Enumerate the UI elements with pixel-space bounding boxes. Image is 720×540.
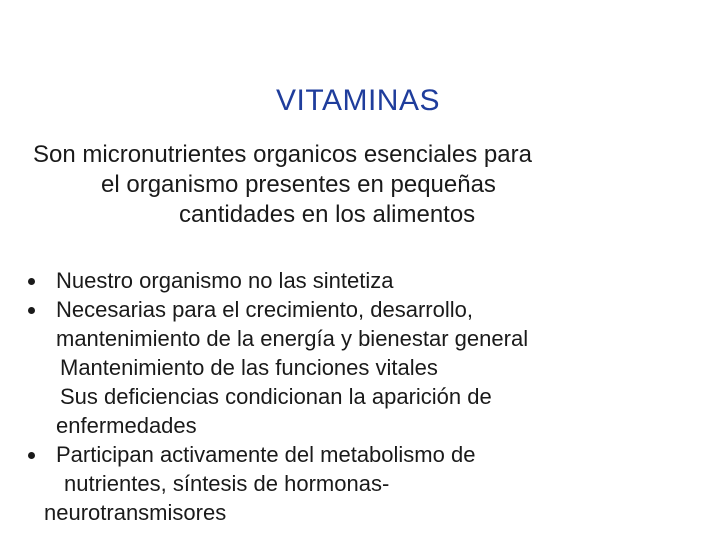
bullet-item-text: Nuestro organismo no las sintetiza: [56, 268, 394, 293]
bullet-item-text: Necesarias para el crecimiento, desarrollo,: [56, 297, 473, 322]
bullet-item-text: Participan activamente del metabolismo de: [56, 442, 476, 467]
definition-line: Son micronutrientes organicos esenciales para: [33, 141, 532, 168]
slide-title-text: VITAMINAS: [276, 84, 440, 117]
bullet-dot: [28, 452, 35, 459]
bullet-item-text: nutrientes, síntesis de hormonas-: [64, 471, 390, 496]
definition-line: el organismo presentes en pequeñas: [101, 171, 496, 198]
bullet-item-text: Mantenimiento de las funciones vitales: [60, 355, 438, 380]
bullet-dot: [28, 307, 35, 314]
bullet-dot: [28, 278, 35, 285]
slide-title: [0, 84, 720, 118]
bullet-item-text: enfermedades: [56, 413, 197, 438]
bullet-item-text: Sus deficiencias condicionan la aparición de: [60, 384, 492, 409]
bullet-item-text: mantenimiento de la energía y bienestar general: [56, 326, 529, 351]
bullet-item-text: neurotransmisores: [44, 500, 227, 525]
definition-line: cantidades en los alimentos: [179, 201, 476, 228]
